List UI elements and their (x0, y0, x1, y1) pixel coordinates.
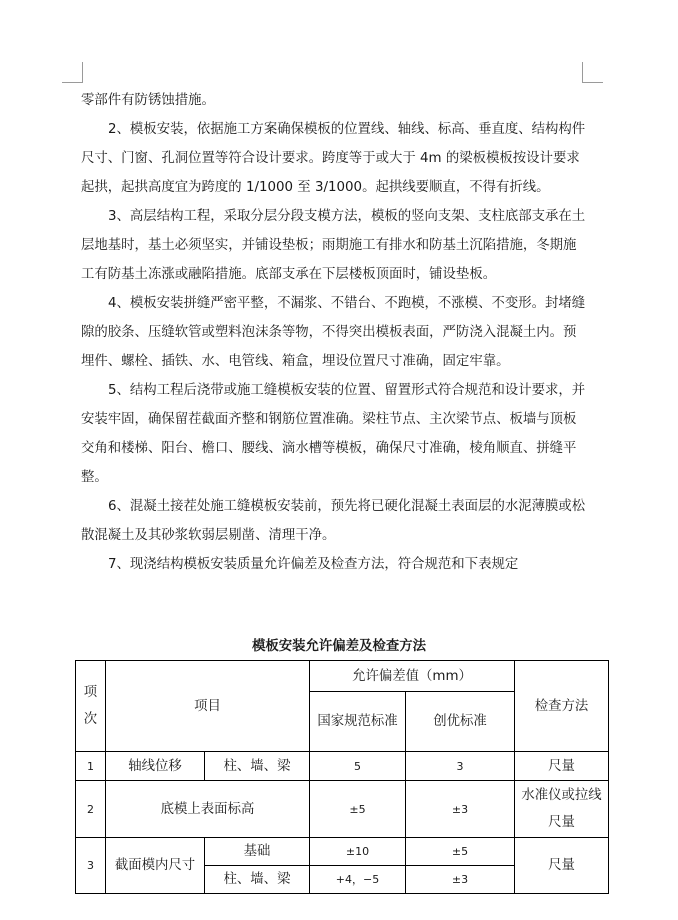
document-body (81, 86, 589, 579)
cell-sub-item: 基础 (205, 838, 310, 866)
cell-sub-item: 柱、墙、梁 (205, 752, 310, 781)
page-corner-mark-top-right (582, 62, 603, 83)
header-item: 项目 (106, 661, 310, 752)
header-national-standard: 国家规范标准 (310, 692, 406, 752)
paragraph-continuation: 零部件有防锈蚀措施。 (81, 93, 215, 108)
cell-no: 1 (76, 752, 106, 781)
cell-excellent: 3 (406, 752, 515, 781)
cell-excellent: ±3 (406, 866, 515, 894)
cell-method: 尺量 (515, 752, 609, 781)
table-row (76, 838, 609, 866)
cell-national: +4，−5 (310, 866, 406, 894)
cell-no: 2 (76, 781, 106, 838)
cell-item: 轴线位移 (106, 752, 205, 781)
table-header-row (76, 661, 609, 692)
header-item-no: 项次 (76, 661, 106, 752)
cell-sub-item: 柱、墙、梁 (205, 866, 310, 894)
cell-item: 底模上表面标高 (106, 781, 310, 838)
paragraph-construction-joint: 6、混凝土接茬处施工缝模板安装前，预先将已硬化混凝土表面层的水泥薄膜或松散混凝土及其砂浆软弱层剔凿、清理干净。 (81, 499, 586, 543)
header-allowed-deviation: 允许偏差值（mm） (310, 661, 515, 692)
cell-method: 尺量 (515, 838, 609, 894)
cell-no: 3 (76, 838, 106, 894)
cell-method: 水准仪或拉线尺量 (515, 781, 609, 838)
paragraph-high-rise-support: 3、高层结构工程，采取分层分段支模方法，模板的竖向支架、支柱底部支承在土层地基时，基土必须坚实，并铺设垫板；雨期施工有排水和防基土沉陷措施，冬期施工有防基土冻涨或融陷措施。底部支承在下层楼板顶面时，铺设垫板。 (81, 209, 586, 282)
cell-item: 截面模内尺寸 (106, 838, 205, 894)
table-row (76, 781, 609, 838)
paragraph-tolerance-intro: 7、现浇结构模板安装质量允许偏差及检查方法，符合规范和下表规定 (108, 557, 519, 572)
cell-national: ±5 (310, 781, 406, 838)
page-corner-mark-top-left (62, 62, 83, 83)
header-excellence-standard: 创优标准 (406, 692, 515, 752)
paragraph-post-pour-strip: 5、结构工程后浇带或施工缝模板安装的位置、留置形式符合规范和设计要求，并安装牢固，确保留茬截面齐整和钢筋位置准确。梁柱节点、主次梁节点、板墙与顶板交角和楼梯、阳台、檐口、腰线、滴水槽等模板，确保尺寸准确，棱角顺直、拼缝平整。 (81, 383, 586, 485)
cell-national: ±10 (310, 838, 406, 866)
paragraph-formwork-installation: 2、模板安装，依据施工方案确保模板的位置线、轴线、标高、垂直度、结构构件尺寸、门窗、孔洞位置等符合设计要求。跨度等于或大于 4m 的梁板模板按设计要求起拱，起拱高度宜为跨度的 1/1000 至 3/1000。起拱线要顺直，不得有折线。 (81, 122, 586, 195)
table-row (76, 752, 609, 781)
tolerance-table (75, 660, 609, 894)
cell-national: 5 (310, 752, 406, 781)
header-inspection-method: 检查方法 (515, 661, 609, 752)
cell-excellent: ±3 (406, 781, 515, 838)
paragraph-joint-sealing: 4、模板安装拼缝严密平整，不漏浆、不错台、不跑模，不涨模、不变形。封堵缝隙的胶条、压缝软管或塑料泡沫条等物，不得突出模板表面，严防浇入混凝土内。预埋件、螺栓、插铁、水、电管线、箱盒，埋设位置尺寸准确，固定牢靠。 (81, 296, 586, 369)
table-title: 模板安装允许偏差及检查方法 (251, 639, 427, 654)
cell-excellent: ±5 (406, 838, 515, 866)
